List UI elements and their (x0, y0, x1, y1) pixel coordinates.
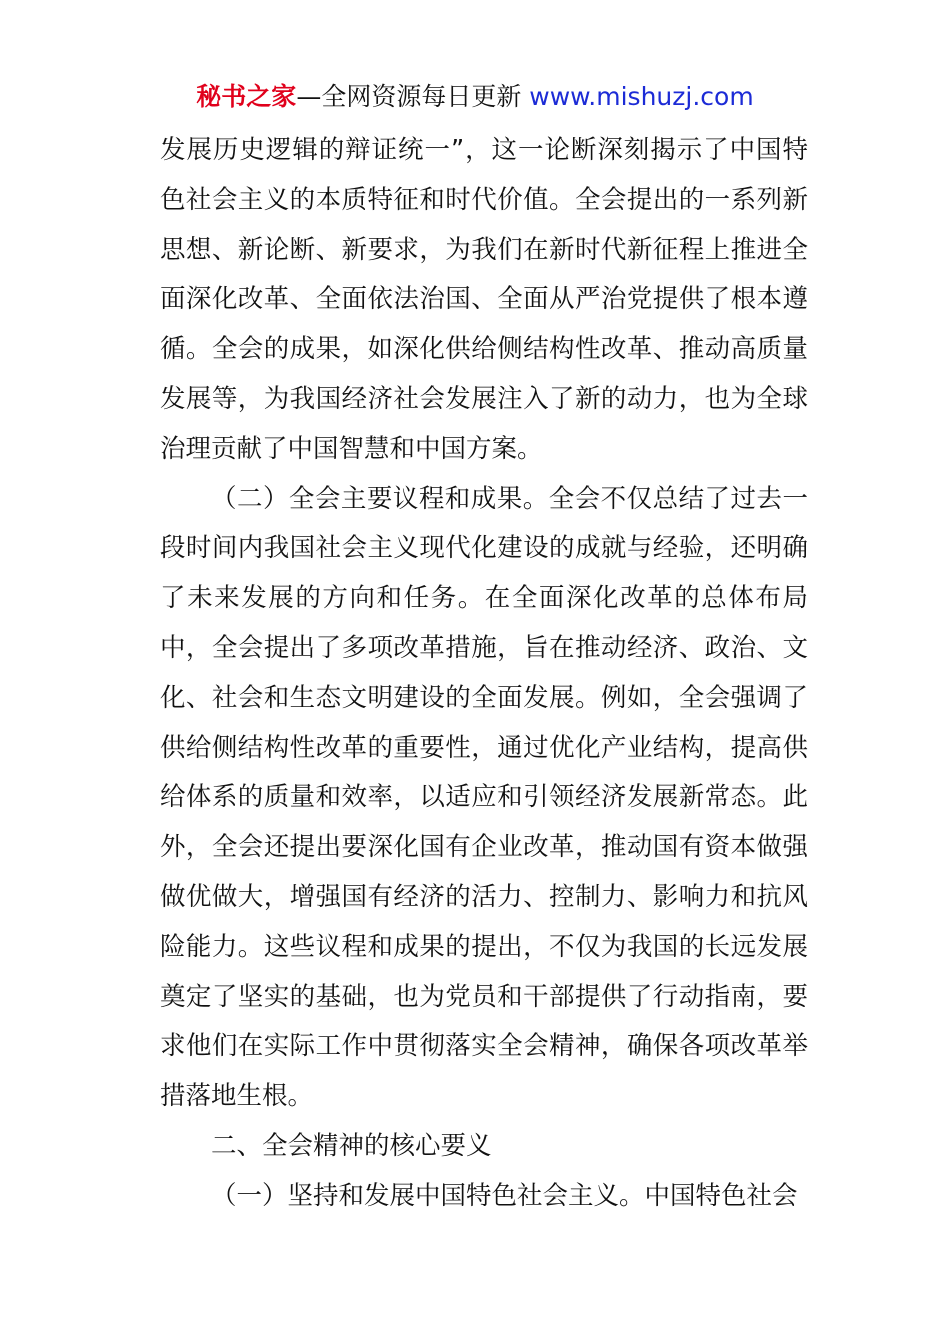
header-tagline: —全网资源每日更新 (296, 82, 530, 111)
paragraph-socialism: （一）坚持和发展中国特色社会主义。中国特色社会 (211, 1180, 798, 1211)
document-body (160, 126, 808, 1222)
paragraph-continuation: 发展历史逻辑的辩证统一”，这一论断深刻揭示了中国特色社会主义的本质特征和时代价值。全会提出的一系列新思想、新论断、新要求，为我们在新时代新征程上推进全面深化改革、全面依法治国、全面从严治党提供了根本遵循。全会的成果，如深化供给侧结构性改革、推动高质量发展等，为我国经济社会发展注入了新的动力，也为全球治理贡献了中国智慧和中国方案。 (160, 135, 808, 464)
brand-name: 秘书之家 (196, 82, 297, 111)
site-url-link[interactable]: www.mishuzj.com (529, 82, 754, 111)
paragraph-agenda-results: （二）全会主要议程和成果。全会不仅总结了过去一段时间内我国社会主义现代化建设的成就与经验，还明确了未来发展的方向和任务。在全面深化改革的总体布局中，全会提出了多项改革措施，旨在推动经济、政治、文化、社会和生态文明建设的全面发展。例如，全会强调了供给侧结构性改革的重要性，通过优化产业结构，提高供给体系的质量和效率，以适应和引领经济发展新常态。此外，全会还提出要深化国有企业改革，推动国有资本做强做优做大，增强国有经济的活力、控制力、影响力和抗风险能力。这些议程和成果的提出，不仅为我国的长远发展奠定了坚实的基础，也为党员和干部提供了行动指南，要求他们在实际工作中贯彻落实全会精神，确保各项改革举措落地生根。 (160, 483, 808, 1112)
section-heading: 二、全会精神的核心要义 (211, 1130, 492, 1161)
site-header (0, 80, 950, 114)
